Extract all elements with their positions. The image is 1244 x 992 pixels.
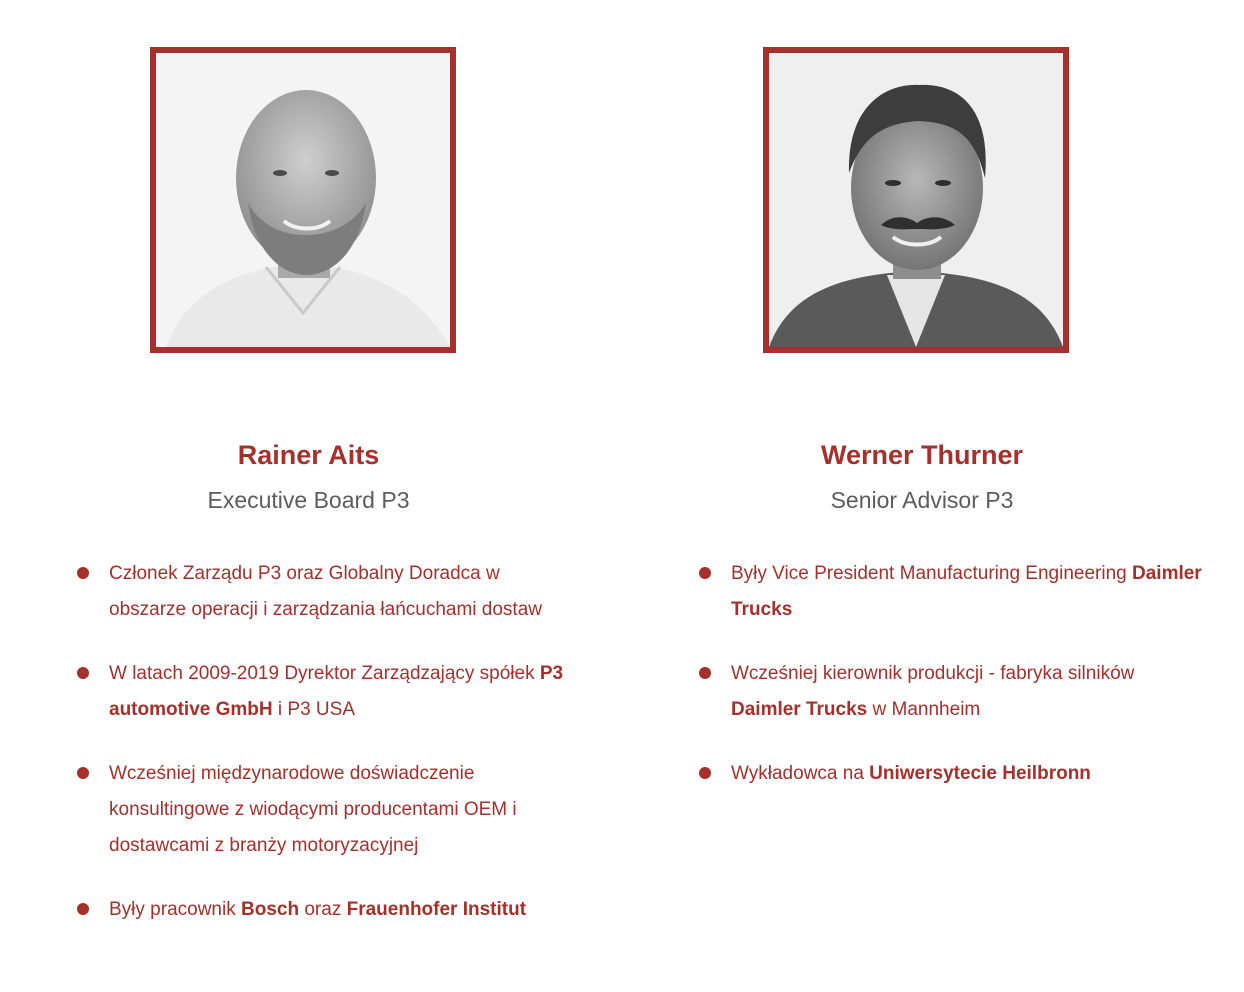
bullet-dot-icon — [699, 767, 711, 779]
person-role: Executive Board P3 — [207, 487, 410, 513]
bullet-dot-icon — [699, 567, 711, 579]
person-name: Rainer Aits — [237, 440, 380, 470]
profile-photo — [150, 47, 456, 353]
bullet-text-bold: Bosch — [241, 899, 300, 920]
bullet-text: Członek Zarządu P3 oraz Globalny Doradca w obszarze operacji i zarządzania łańcuchami dostaw — [109, 563, 543, 620]
bullet-item — [20, 756, 580, 864]
profile-werner-thurner — [642, 0, 1202, 992]
bullet-text-bold: Daimler Trucks — [731, 699, 868, 720]
bullet-text: oraz — [299, 899, 347, 920]
bullet-dot-icon — [77, 767, 89, 779]
bullet-text: i P3 USA — [272, 699, 355, 720]
bullet-dot-icon — [77, 567, 89, 579]
bullet-text-bold: Daimler Trucks — [731, 563, 1202, 620]
bullet-dot-icon — [699, 667, 711, 679]
bullet-text: Wcześniej kierownik produkcji - fabryka silników — [731, 663, 1135, 684]
bullet-item — [20, 556, 580, 628]
bullet-dot-icon — [77, 667, 89, 679]
bullet-item — [642, 656, 1202, 728]
bullet-text-bold: Frauenhofer Institut — [346, 899, 527, 920]
bullet-list — [642, 556, 1202, 820]
portrait-man-with-mustache — [769, 53, 1063, 347]
bullet-item — [642, 756, 1202, 792]
bullet-text: Były pracownik — [109, 899, 241, 920]
bullet-item — [20, 656, 580, 728]
bullet-text: w Mannheim — [867, 699, 981, 720]
person-role: Senior Advisor P3 — [830, 487, 1014, 513]
bullet-text-bold: P3 automotive GmbH — [109, 663, 564, 720]
bullet-text: Były Vice President Manufacturing Engineering — [731, 563, 1132, 584]
bullet-list — [20, 556, 580, 956]
bullet-item — [20, 892, 580, 928]
bullet-text: Wcześniej międzynarodowe doświadczenie konsultingowe z wiodącymi producentami OEM i dostawcami z branży motoryzacyjnej — [109, 763, 517, 856]
person-name: Werner Thurner — [820, 440, 1024, 470]
profile-rainer-aits — [20, 0, 580, 992]
bullet-text: Wykładowca na — [731, 763, 870, 784]
bullet-text: W latach 2009-2019 Dyrektor Zarządzający spółek — [109, 663, 540, 684]
portrait-bald-bearded-man — [156, 53, 450, 347]
profile-photo — [763, 47, 1069, 353]
bullet-dot-icon — [77, 903, 89, 915]
bullet-text-bold: Uniwersytecie Heilbronn — [869, 763, 1091, 784]
bullet-item — [642, 556, 1202, 628]
